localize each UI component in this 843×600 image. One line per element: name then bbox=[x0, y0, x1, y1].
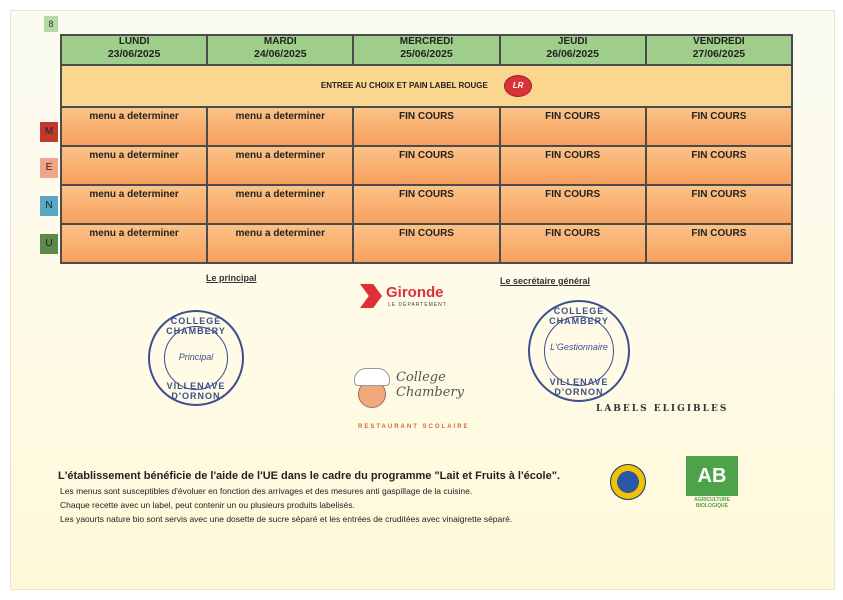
menu-cell: menu a determiner bbox=[61, 146, 207, 185]
day-header-wednesday: MERCREDI 25/06/2025 bbox=[353, 35, 499, 65]
gironde-subtitle: LE DÉPARTEMENT bbox=[388, 302, 447, 308]
day-header-tuesday: MARDI 24/06/2025 bbox=[207, 35, 353, 65]
note-line: Les yaourts nature bio sont servis avec une dosette de sucre séparé et les entrées de cruditées avec vinaigrette séparé. bbox=[60, 514, 513, 524]
college-restaurant-logo bbox=[350, 368, 470, 434]
stamp-bottom-text: VILLENAVE D'ORNON bbox=[166, 381, 226, 401]
college-logo-subtitle: RESTAURANT SCOLAIRE bbox=[358, 424, 470, 430]
starter-banner-row bbox=[61, 65, 792, 107]
side-letter-m: M bbox=[40, 122, 58, 142]
notes-block bbox=[60, 470, 560, 524]
week-number-badge: 8 bbox=[44, 16, 58, 32]
starter-banner bbox=[61, 65, 792, 107]
menu-cell: FIN COURS bbox=[646, 185, 792, 224]
menu-row bbox=[61, 224, 792, 263]
menu-cell: FIN COURS bbox=[500, 224, 646, 263]
menu-cell: FIN COURS bbox=[353, 146, 499, 185]
side-letter-e: E bbox=[40, 158, 58, 178]
menu-cell: FIN COURS bbox=[353, 107, 499, 146]
menu-cell: menu a determiner bbox=[207, 224, 353, 263]
note-line: Les menus sont susceptibles d'évoluer en fonction des arrivages et des mesures anti gaspillage de la cuisine. bbox=[60, 486, 473, 496]
menu-cell: FIN COURS bbox=[353, 185, 499, 224]
secretary-stamp bbox=[528, 300, 630, 402]
principal-stamp bbox=[148, 310, 244, 406]
gironde-mark-icon bbox=[360, 284, 382, 308]
chef-hat-icon bbox=[354, 368, 390, 386]
gironde-logo bbox=[360, 282, 456, 312]
menu-row bbox=[61, 107, 792, 146]
stamp-top-text: COLLEGE CHAMBERY bbox=[549, 306, 609, 326]
weekly-menu-table bbox=[60, 34, 793, 264]
stamp-top-text: COLLEGE CHAMBERY bbox=[166, 316, 226, 336]
menu-cell: FIN COURS bbox=[500, 185, 646, 224]
menu-cell: menu a determiner bbox=[207, 185, 353, 224]
note-line: Chaque recette avec un label, peut contenir un ou plusieurs produits labelisés. bbox=[60, 500, 355, 510]
gironde-name: Gironde bbox=[386, 284, 444, 301]
stamp-bottom-text: VILLENAVE D'ORNON bbox=[549, 377, 609, 397]
menu-cell: FIN COURS bbox=[353, 224, 499, 263]
stamp-center-text: L'Gestionnaire bbox=[550, 342, 608, 352]
eu-aid-notice: L'établissement bénéficie de l'aide de l'UE dans le cadre du programme "Lait et Fruits à l'école". bbox=[58, 470, 560, 482]
menu-row bbox=[61, 185, 792, 224]
side-letter-n: N bbox=[40, 196, 58, 216]
day-header-thursday: JEUDI 26/06/2025 bbox=[500, 35, 646, 65]
principal-label: Le principal bbox=[206, 273, 257, 283]
igp-label-icon bbox=[610, 464, 646, 500]
college-logo-title: College Chambery bbox=[396, 370, 464, 400]
starter-banner-text: ENTREE AU CHOIX ET PAIN LABEL ROUGE bbox=[320, 81, 488, 91]
ab-logo-subtitle: AGRICULTURE BIOLOGIQUE bbox=[693, 497, 730, 509]
menu-cell: FIN COURS bbox=[500, 146, 646, 185]
menu-row bbox=[61, 146, 792, 185]
menu-cell: FIN COURS bbox=[646, 224, 792, 263]
menu-cell: menu a determiner bbox=[61, 107, 207, 146]
side-letter-u: U bbox=[40, 234, 58, 254]
menu-cell: menu a determiner bbox=[61, 224, 207, 263]
menu-cell: FIN COURS bbox=[646, 146, 792, 185]
day-header-row bbox=[61, 35, 792, 65]
day-header-friday: VENDREDI 27/06/2025 bbox=[646, 35, 792, 65]
secretary-label: Le secrétaire général bbox=[500, 276, 591, 286]
day-header-monday: LUNDI 23/06/2025 bbox=[61, 35, 207, 65]
ab-organic-logo-icon: AB bbox=[686, 456, 738, 496]
menu-cell: menu a determiner bbox=[207, 107, 353, 146]
stamp-center-text: Principal bbox=[178, 352, 214, 362]
menu-cell: FIN COURS bbox=[500, 107, 646, 146]
labels-title: LABELS ELIGIBLES bbox=[596, 404, 729, 414]
menu-cell: menu a determiner bbox=[61, 185, 207, 224]
menu-cell: menu a determiner bbox=[207, 146, 353, 185]
menu-cell: FIN COURS bbox=[646, 107, 792, 146]
label-rouge-logo-icon: LR bbox=[504, 75, 532, 97]
